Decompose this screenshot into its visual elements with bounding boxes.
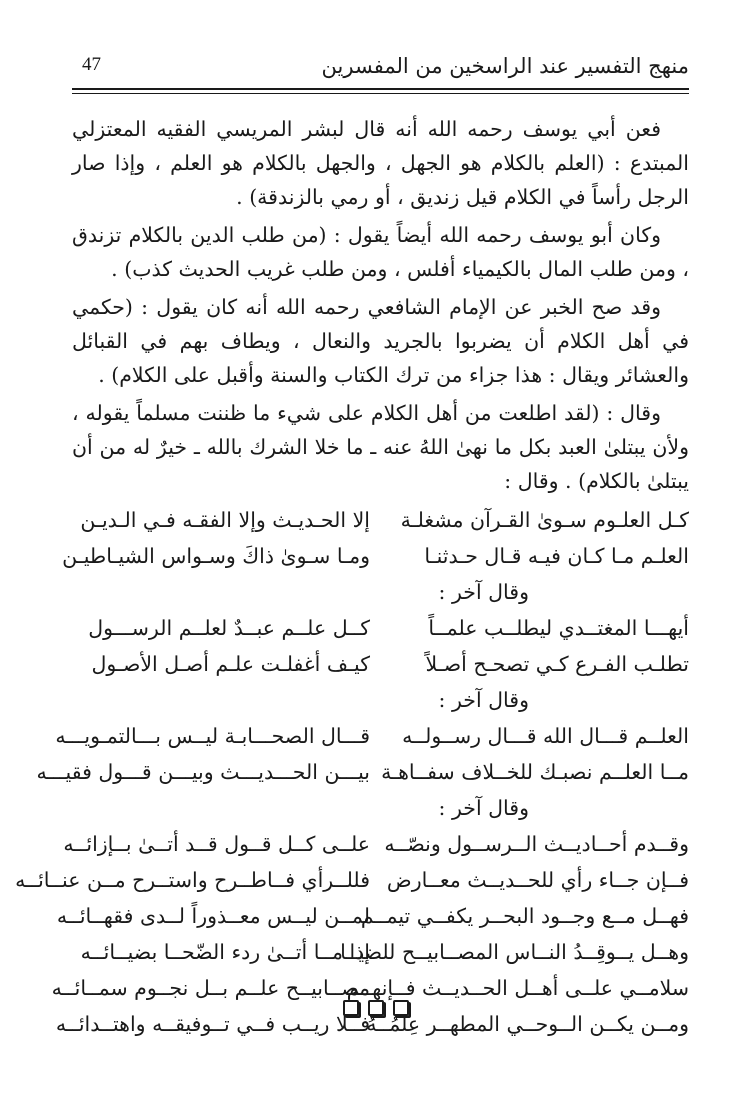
poem-intro: وقال آخر : bbox=[438, 688, 529, 712]
section-end-ornament bbox=[0, 1000, 751, 1016]
first-hemistich: أيهـــا المغتــدي ليطلــب علمــاً bbox=[428, 616, 689, 640]
verse-line bbox=[72, 502, 689, 538]
second-hemistich: فــلا ريــب فــي تــوفيقــه واهتــدائــه bbox=[55, 1012, 370, 1036]
poem-intro: وقال آخر : bbox=[438, 796, 529, 820]
second-hemistich: لمــن ليــس معــذوراً لــدى فقهــائــه bbox=[56, 904, 370, 928]
paragraph: وقال : (لقد اطلعت من أهل الكلام على شيء ما ظننت مسلماً يقوله ، ولأن يبتلىٰ العبد بكل ما نهىٰ اللهُ عنه ـ ما خلا الشرك بالله ـ خيرٌ له من أن يبتلىٰ بالكلام) . وقال : bbox=[72, 401, 689, 493]
first-hemistich: كـل العلـوم سـوىٰ القـرآن مشغلـة bbox=[400, 508, 689, 532]
second-hemistich: بيـــن الحـــديـــث وبيـــن قـــول فقيـــه bbox=[36, 760, 370, 784]
poem-intro: وقال آخر : bbox=[438, 580, 529, 604]
paragraph: وقد صح الخبر عن الإمام الشافعي رحمه الله أنه كان يقول : (حكمي في أهل الكلام أن يضربوا بالجريد والنعال ، ويطاف بهم في القبائل والعشائر ويقال : هذا جزاء من ترك الكتاب والسنة وأقبل على الكلام) . bbox=[72, 295, 689, 387]
verse-line bbox=[55, 718, 689, 754]
first-hemistich: تطلـب الفـرع كـي تصحـح أصـلاً bbox=[425, 652, 689, 676]
paragraph: وكان أبو يوسف رحمه الله أيضاً يقول : (من طلب الدين بالكلام تزندق ، ومن طلب المال بالكيمياء أفلس ، ومن طلب غريب الحديث كذب) . bbox=[72, 223, 689, 281]
second-hemistich: ومـا سـوىٰ ذاكَ وسـواس الشيـاطيـن bbox=[62, 544, 370, 568]
second-hemistich: مصــابيــح علــم بــل نجــوم سمــائــه bbox=[51, 976, 370, 1000]
header-rule-thick bbox=[72, 88, 689, 90]
verse-line bbox=[72, 610, 689, 646]
verse-line bbox=[63, 826, 689, 862]
square-ornament-icon bbox=[368, 1000, 384, 1016]
verse-line bbox=[72, 934, 689, 970]
second-hemistich: علــى كــل قــول قــد أتــىٰ بــإزائــه bbox=[63, 832, 370, 856]
first-hemistich: مــا العلــم نصبـك للخــلاف سفــاهـة bbox=[381, 760, 689, 784]
page-body bbox=[15, 112, 689, 1042]
verse-line bbox=[36, 754, 689, 790]
poem-1 bbox=[62, 502, 689, 574]
verse-line bbox=[15, 862, 689, 898]
second-hemistich: قـــال الصحـــابـة ليــس بـــالتمـويـــه bbox=[55, 724, 370, 748]
second-hemistich: إذا مــا أتــىٰ ردء الضّحــا بضيــائــه bbox=[80, 940, 370, 964]
verse-line bbox=[62, 538, 689, 574]
first-hemistich: ومــن يكــن الــوحــي المطهــر عِلمُــهُ bbox=[366, 1012, 689, 1036]
second-hemistich: إلا الحـديـث وإلا الفقـه فـي الـديـن bbox=[80, 508, 370, 532]
poem-3 bbox=[36, 682, 689, 790]
square-ornament-icon bbox=[393, 1000, 409, 1016]
first-hemistich: فــإن جــاء رأي للحــديــث معــارض bbox=[386, 868, 689, 892]
first-hemistich: وقــدم أحــاديــث الــرســول ونصّــه bbox=[384, 832, 689, 856]
verse-line bbox=[72, 646, 689, 682]
first-hemistich: العلـم مـا كـان فيـه قـال حـدثنـا bbox=[424, 544, 689, 568]
second-hemistich: فللــرأي فــاطــرح واستــرح مــن عنــائــه bbox=[15, 868, 370, 892]
square-ornament-icon bbox=[343, 1000, 359, 1016]
page-header bbox=[72, 50, 689, 86]
second-hemistich: كيـف أغفلـت علـم أصـل الأصـول bbox=[91, 652, 370, 676]
running-title: منهج التفسير عند الراسخين من المفسرين bbox=[321, 54, 689, 78]
first-hemistich: وهــل يــوقِــدُ النــاس المصــابيــح للضيــا bbox=[340, 940, 689, 964]
header-rule-thin bbox=[72, 93, 689, 94]
paragraph: فعن أبي يوسف رحمه الله أنه قال لبشر المريسي الفقيه المعتزلي المبتدع : (العلم بالكلام هو الجهل ، والجهل بالكلام هو العلم ، وإذا صار الرجل رأساً في الكلام قيل زنديق ، أو رمي بالزندقة) . bbox=[72, 117, 689, 209]
first-hemistich: العلــم قـــال الله قـــال رســولــه bbox=[402, 724, 689, 748]
verse-line bbox=[56, 898, 689, 934]
second-hemistich: كــل علــم عبــدٌ لعلــم الرســـول bbox=[88, 616, 370, 640]
poem-2 bbox=[72, 574, 689, 682]
first-hemistich: فهــل مــع وجــود البحــر يكفــي تيمــم bbox=[360, 904, 689, 928]
page-number: 47 bbox=[82, 54, 101, 75]
first-hemistich: سلامــي علــى أهــل الحــديــث فــإنهــم bbox=[346, 976, 689, 1000]
